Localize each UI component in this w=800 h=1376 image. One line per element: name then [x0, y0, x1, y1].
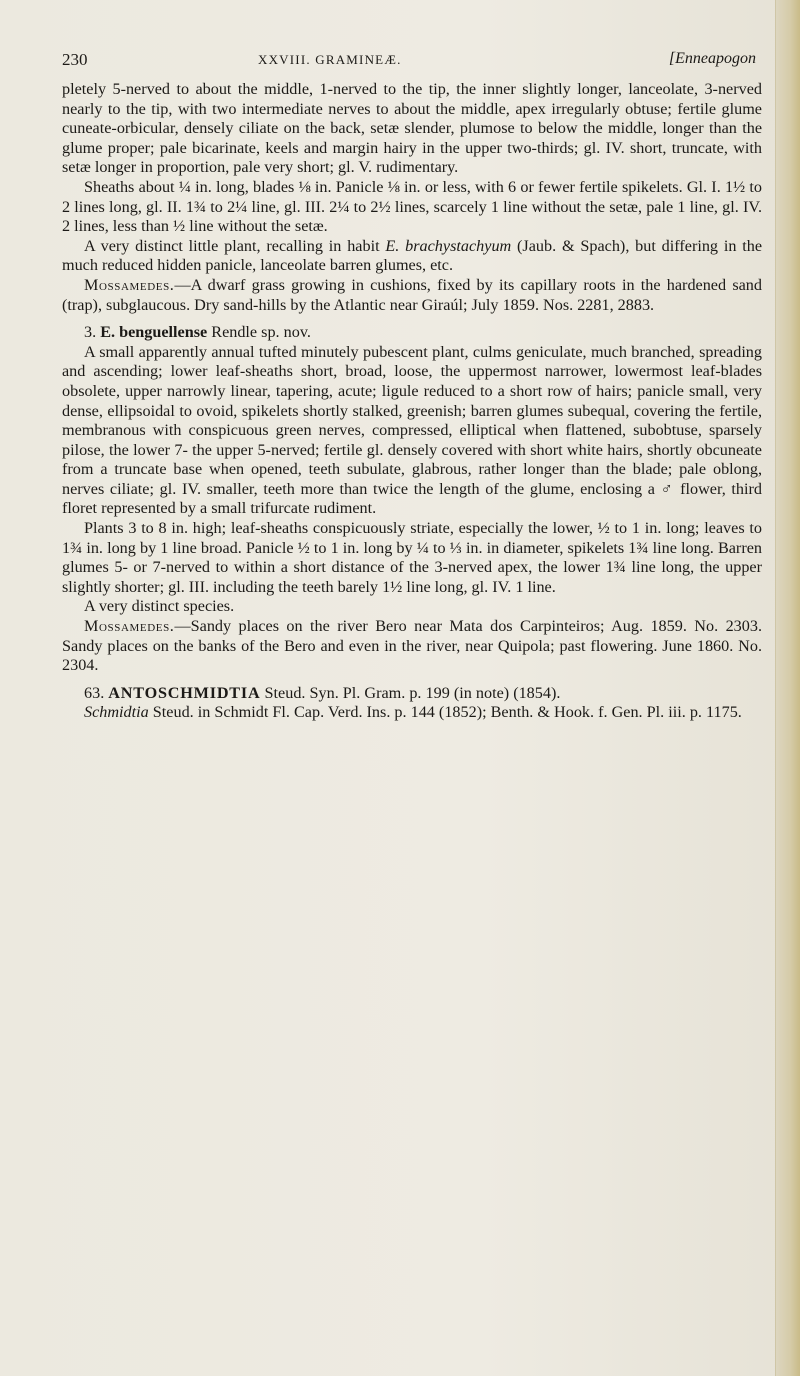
locality-label-2: Mossamedes.	[84, 617, 175, 636]
paragraph-continued: pletely 5-nerved to about the middle, 1-nerved to the tip, the inner slightly longer, lanceolate, 3-nerved nearly to the tip, with two intermediate nerves to about the middle, apex irregularly obtuse; fertile glume cuneate-orbicular, densely ciliate on the back, setæ slender, plumose to below the middle, longer than the glume proper; pale bicarinate, keels and margin hairy in the upper two-thirds; gl. IV. short, truncate, with setæ longer in proportion, pale very short; gl. V. rudimentary.	[62, 80, 762, 177]
paragraph-remark: A very distinct species.	[84, 597, 235, 616]
paragraph-locality-1	[62, 276, 762, 315]
synonym-name: Schmidtia	[84, 703, 149, 722]
paragraph-dimensions: Plants 3 to 8 in. high; leaf-sheaths conspicuously striate, especially the lower, ½ to 1 in. long; leaves to 1¾ in. long by 1 line broad. Panicle ½ to 1 in. long by ¼ to ⅓ in. in diameter, spikelets 1¾ line long. Barren glumes 5- or 7-nerved to within a short distance of the 3-nerved apex, the lower 1¾ line long, the upper slightly shorter; gl. III. including the teeth barely 1½ line long, gl. IV. 1 line.	[62, 519, 762, 596]
paragraph-locality-2	[62, 617, 762, 676]
running-header	[62, 50, 762, 80]
notes-text-a: A very distinct little plant, recalling in habit	[84, 236, 386, 255]
paragraph-description: A small apparently annual tufted minutely pubescent plant, culms geniculate, much branched, spreading and ascending; lower leaf-sheaths short, broad, loose, the uppermost narrower, lowermost leaf-blades obsolete, upper narrowly linear, tapering, acute; ligule reduced to a short row of hairs; panicle small, very dense, ellipsoidal to ovoid, spikelets shortly stalked, greenish; barren glumes subequal, covering the fertile, membranous with conspicuous green nerves, compressed, elliptical when flattened, subobtuse, sparsely pilose, the lower 7- the upper 5-nerved; fertile gl. densely covered with short white hairs, shortly obcuneate from a truncate base when opened, teeth subulate, glabrous, rather longer than the blade; pale oblong, nerves ciliate; gl. IV. smaller, teeth more than twice the length of the glume, enclosing a ♂ flower, third floret represented by a small trifurcate rudiment.	[62, 342, 762, 518]
paragraph-measurements: Sheaths about ¼ in. long, blades ⅛ in. Panicle ⅛ in. or less, with 6 or fewer fertile spikelets. Gl. I. 1½ to 2 lines long, gl. II. 1¾ to 2¼ line, gl. III. 2¼ to 2½ lines, scarcely 1 line without the setæ, pale 1 line, gl. IV. 2 lines, less than ½ line without the setæ.	[62, 177, 762, 236]
locality-text: —A dwarf grass growing in cushions, fixed by its capillary roots in the hardened sand (trap), subglaucous. Dry sand-hills by the Atlantic near Giraúl; July 1859. Nos. 2281, 2883.	[62, 275, 762, 314]
page-number: 230	[62, 50, 88, 69]
notes-text-c: (Jaub. & Spach), but differing in the much reduced hidden panicle, lanceolate barren glumes, etc.	[62, 236, 763, 275]
genus-heading	[62, 684, 762, 704]
genus-name: ANTOSCHMIDTIA	[108, 683, 261, 702]
genus-reference: Steud. Syn. Pl. Gram. p. 199 (in note) (1854).	[260, 683, 561, 702]
species-author: Rendle sp. nov.	[207, 323, 311, 342]
genus-header: [Enneapogon	[668, 50, 756, 67]
paragraph-notes	[62, 237, 762, 276]
species-heading	[62, 323, 762, 343]
page-content	[62, 50, 762, 723]
genus-number: 63.	[84, 683, 109, 702]
species-reference: E. brachystachyum	[385, 236, 512, 255]
species-name: E. benguellense	[100, 323, 208, 342]
running-title: XXVIII. GRAMINEÆ.	[258, 52, 402, 67]
species-number: 3.	[84, 323, 101, 342]
locality-text-2: —Sandy places on the river Bero near Mata dos Carpinteiros; Aug. 1859. No. 2303. Sandy places on the banks of the Bero and even in the river, near Quipola; past flowering. June 1860. No. 2304.	[62, 617, 762, 675]
page-edge	[775, 0, 800, 1376]
synonym-reference: Steud. in Schmidt Fl. Cap. Verd. Ins. p. 144 (1852); Benth. & Hook. f. Gen. Pl. iii. p. 1175.	[148, 703, 742, 722]
paragraph-synonymy	[62, 703, 762, 723]
locality-label: Mossamedes.	[84, 275, 175, 294]
